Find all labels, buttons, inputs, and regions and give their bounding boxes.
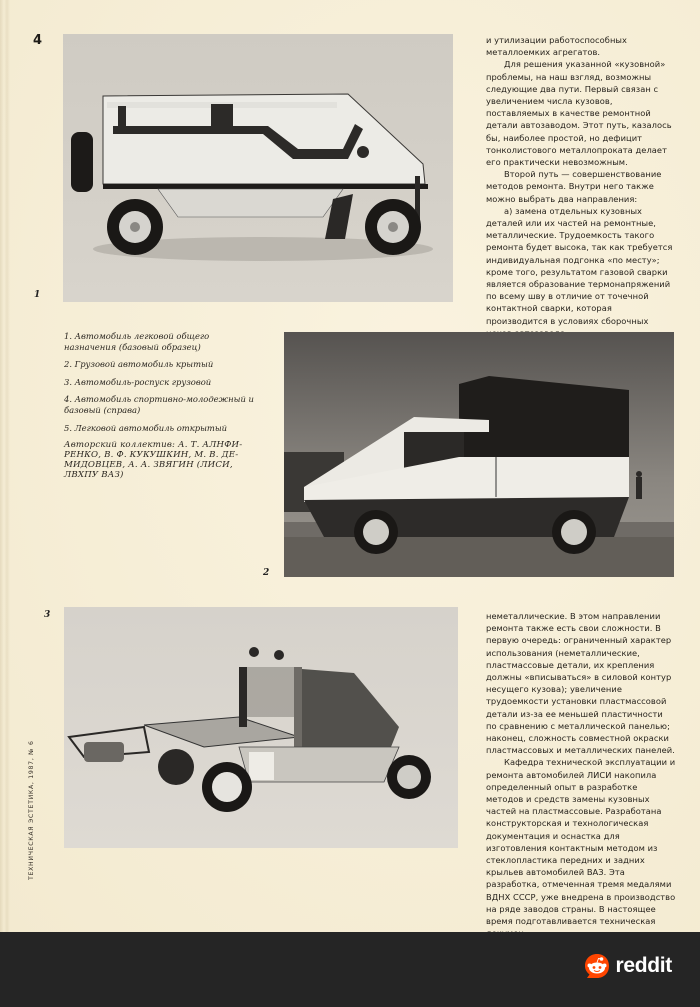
paragraph: Второй путь — совершенствование методов ремонта. Внутри него также можно выбрать два направления:: [486, 169, 662, 204]
article-column-bottom: [486, 610, 676, 939]
paragraph: а) замена отдельных кузовных деталей или их частей на ремонтные, металлические. Трудоемкость такого ремонта будет высока, так как требуется индивидуальная подгонка «по месту»; кроме того, результатом газовой сварки является образование термонапряжений по всему шву в отличие от точечной контактной сварки, которая производится в условиях сборочных: [486, 205, 673, 326]
caption-4: 4. Автомобиль спортивно-молодежный и базовый (справа): [64, 394, 254, 415]
photo-figure-1: [63, 34, 453, 302]
cargo-dolly-image: [64, 607, 458, 848]
paragraph: Для решения указанной «кузовной» проблемы, на наш взгляд, возможны следующие два пути. Первый связан с увеличением числа кузовов, поставляемых в качестве ремонтной детали автозаводом. Этот путь, казалось бы, наиболее простой, но дефицит тонколистового металлопроката делает его практически невозможным.: [486, 59, 672, 168]
caption-2: 2. Грузовой автомобиль крытый: [64, 359, 214, 370]
paragraph: неметаллические. В этом направлении ремонта также есть свои сложности. В первую очередь: ограниченный характер использования (неметаллические, пластмассовые детали, их крепления должны «вписываться» в силовой контур несущего кузова); увеличение трудоемкости установки пластмассовой детали из-за ее меньшей пластичности по сравнению с металлической панелью; наконец, сложность совместной окраски пластмассовых и металлических панелей.: [486, 611, 675, 756]
covered-truck-image: [284, 332, 674, 577]
journal-spine-citation: ТЕХНИЧЕСКАЯ ЭСТЕТИКА, 1987, № 6: [28, 740, 35, 880]
reddit-snoo-icon: [583, 952, 611, 980]
paragraph: и утилизации работоспособных металлоемких агрегатов.: [486, 35, 627, 58]
figure-label-2: 2: [263, 568, 270, 578]
figure-label-3: 3: [44, 610, 51, 620]
page-number: 4: [33, 33, 43, 48]
figure-captions: [64, 331, 264, 487]
photo-figure-3: [64, 607, 458, 848]
caption-1: 1. Автомобиль легковой общего назначения (базовый образец): [64, 331, 210, 352]
photo-figure-2: [284, 332, 674, 577]
caption-5: 5. Легковой автомобиль открытый: [64, 422, 228, 433]
article-column-top: [486, 34, 676, 363]
figure-label-1: 1: [34, 290, 41, 300]
watermark-bar: [0, 932, 700, 1007]
caption-3: 3. Автомобиль-роспуск грузовой: [64, 376, 212, 387]
reddit-logo: [583, 952, 672, 980]
car-closed-body-image: [63, 34, 453, 302]
reddit-wordmark: reddit: [615, 954, 672, 977]
authors-credit: Авторский коллектив: А. Т. АЛНФИ-РЕНКО, В. Ф. КУКУШКИН, М. В. ДЕ-МИДОВЦЕВ, А. А. ЗВЯГИН (ЛИСИ, ЛВХПУ ВАЗ): [64, 440, 243, 481]
paragraph: Кафедра технической эксплуатации и ремонта автомобилей ЛИСИ накопила определенный опыт в разработке методов и средств замены кузовных частей на пластмассовые. Разработана конструкторская и технологическая документация и оснастка для изготовления контактным методом из стеклопластика передних и задних крыльев автомобилей ВАЗ. Эта разработка, отмеченная тремя медалями ВДНХ СССР, уже внедрена в производство на ряде заводов страны. В настоящее время подготавливается техническая: [486, 757, 676, 927]
